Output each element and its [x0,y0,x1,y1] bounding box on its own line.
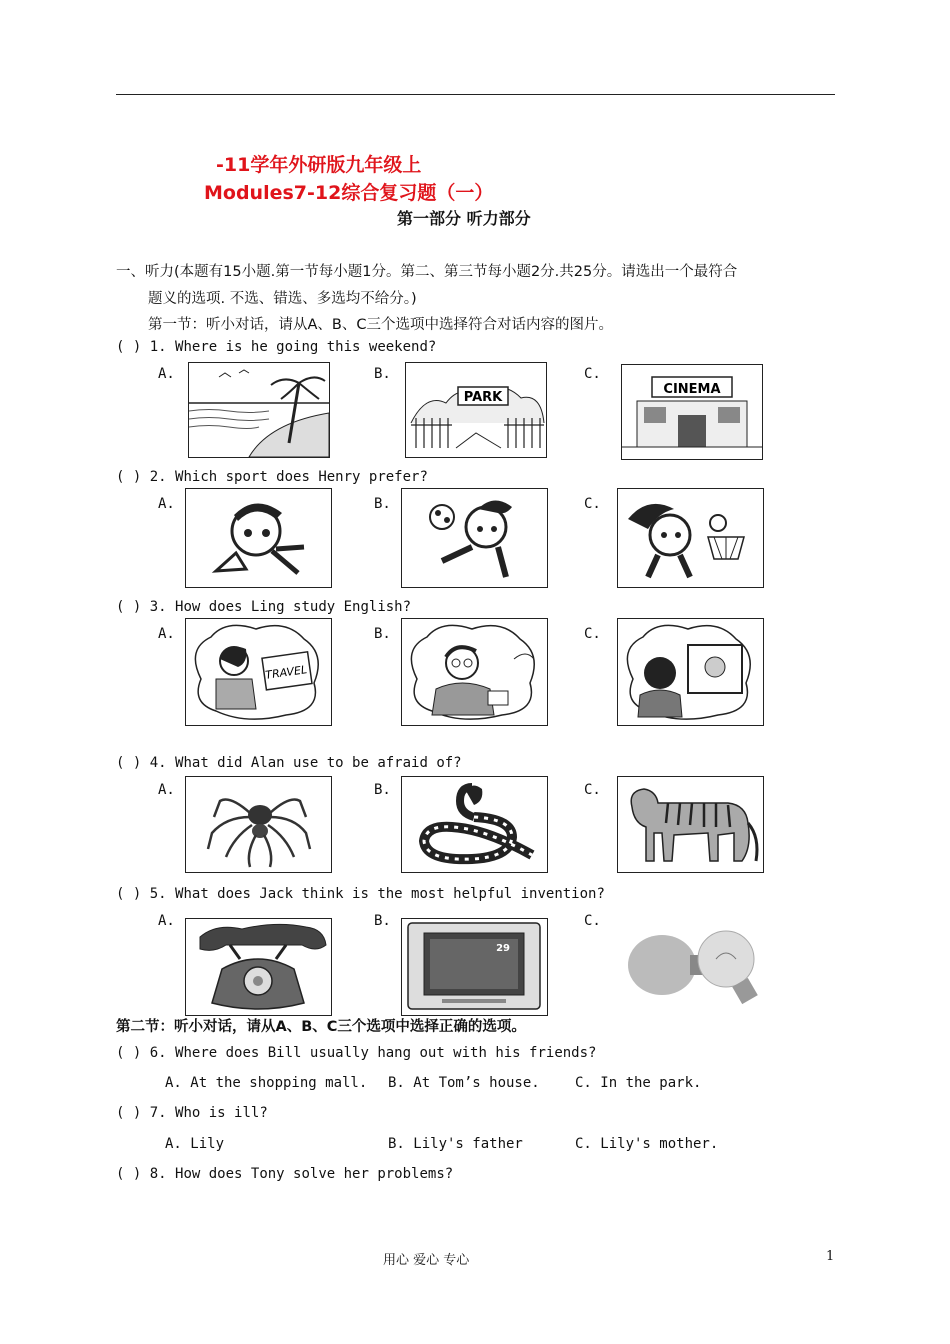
question-3: ( ) 3. How does Ling study English? [116,599,412,615]
q1-label-c: C. [584,366,601,382]
study-cd-picture [401,618,548,726]
telephone-picture [185,918,332,1016]
light-bulbs-picture [617,918,764,1016]
question-8: ( ) 8. How does Tony solve her problems? [116,1166,454,1182]
answer-paren: ( ) [116,1045,142,1061]
spider-picture [185,776,332,873]
q7-option-a: A. Lily [165,1136,225,1152]
q5-label-a: A. [158,913,175,929]
q6-option-a: A. At the shopping mall. [165,1075,368,1091]
fuwa-football-picture [401,488,548,588]
q3-label-a: A. [158,626,175,642]
page-number: 1 [826,1249,835,1264]
fuwa-sport-a-picture [185,488,332,588]
q2-label-c: C. [584,496,601,512]
answer-paren: ( ) [116,339,142,355]
q7-option-c: C. Lily's mother. [575,1136,719,1152]
answer-paren: ( ) [116,1105,142,1121]
q3-label-b: B. [374,626,391,642]
title-line1: -11学年外研版九年级上 [216,154,422,176]
q1-label-a: A. [158,366,175,382]
q6-option-b: B. At Tom’s house. [388,1075,540,1091]
section2-heading: 第二节：听小对话，请从A、B、C三个选项中选择正确的选项。 [116,1019,526,1035]
study-tv-picture [617,618,764,726]
tv-channel-text: 29 [496,943,510,954]
intro-line1: 一、听力(本题有15小题.第一节每小题1分。第二、第三节每小题2分.共25分。请选出一个最符合 [116,264,738,280]
question-6: ( ) 6. Where does Bill usually hang out with his friends? [116,1045,597,1061]
question-1: ( ) 1. Where is he going this weekend? [116,339,437,355]
answer-paren: ( ) [116,1166,142,1182]
fuwa-basketball-picture [617,488,764,588]
q4-label-c: C. [584,782,601,798]
answer-paren: ( ) [116,886,142,902]
page-footer: 用心 爱心 专心 [383,1253,470,1268]
q2-label-a: A. [158,496,175,512]
answer-paren: ( ) [116,469,142,485]
answer-paren: ( ) [116,755,142,771]
travel-sign-text: TRAVEL [264,663,308,682]
q4-label-a: A. [158,782,175,798]
cinema-sign-text: CINEMA [663,382,721,397]
header-rule [116,94,835,95]
section1-heading: 第一节：听小对话，请从A、B、C三个选项中选择符合对话内容的图片。 [148,317,613,333]
beach-picture [188,362,330,458]
part-title: 第一部分 听力部分 [397,209,531,228]
answer-paren: ( ) [116,599,142,615]
q5-label-b: B. [374,913,391,929]
snake-picture [401,776,548,873]
study-reading-picture [185,618,332,726]
park-picture [405,362,547,458]
q1-label-b: B. [374,366,391,382]
cinema-picture [621,364,763,460]
q4-label-b: B. [374,782,391,798]
park-sign-text: PARK [463,390,503,405]
question-4: ( ) 4. What did Alan use to be afraid of? [116,755,462,771]
television-picture [401,918,548,1016]
q7-option-b: B. Lily's father [388,1136,523,1152]
question-2: ( ) 2. Which sport does Henry prefer? [116,469,428,485]
question-5: ( ) 5. What does Jack think is the most helpful invention? [116,886,605,902]
q5-label-c: C. [584,913,601,929]
q2-label-b: B. [374,496,391,512]
intro-line2: 题义的选项. 不选、错选、多选均不给分。) [148,291,417,307]
q6-option-c: C. In the park. [575,1075,702,1091]
tiger-picture [617,776,764,873]
title-line2: Modules7-12综合复习题（一） [204,182,494,204]
question-7: ( ) 7. Who is ill? [116,1105,268,1121]
q3-label-c: C. [584,626,601,642]
